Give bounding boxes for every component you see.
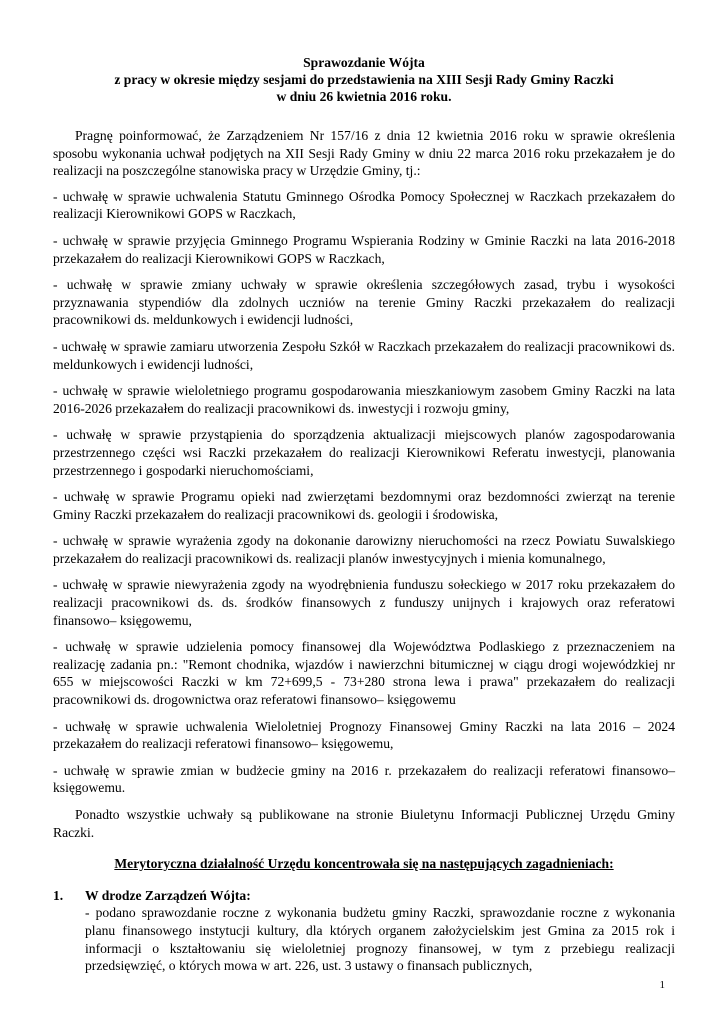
resolution-item: - uchwałę w sprawie udzielenia pomocy finansowej dla Województwa Podlaskiego z przeznaczeniem na realizację zadania pn.: "Remont chodnika, wjazdów i nawierzchni bitumicznej w ciągu drogi wojewódzkiej nr 655 w miejscowości Raczki w km 72+699,5 - 73+280 strona lewa i prawa" przekazałem do realizacji pracownikowi ds. drogownictwa oraz referatowi finansowo– księgowemu bbox=[53, 639, 675, 708]
resolution-item: - uchwałę w sprawie niewyrażenia zgody na wyodrębnienia funduszu sołeckiego w 2017 roku przekazałem do realizacji pracownikowi ds. ds. środków finansowych z funduszy unijnych i krajowych oraz referatowi finansowo– księgowemu, bbox=[53, 577, 675, 628]
resolution-item: - uchwałę w sprawie przystąpienia do sporządzenia aktualizacji miejscowych planów zagospodarowania przestrzennego części wsi Raczki przekazałem do realizacji Kierownikowi Referatu inwestycji, planowania przestrzennego i gospodarki nieruchomościami, bbox=[53, 427, 675, 478]
numbered-heading bbox=[53, 887, 675, 905]
numbered-section-text: - podano sprawozdanie roczne z wykonania budżetu gminy Raczki, sprawozdanie roczne z wykonania planu finansowego instytucji kultury, dla których organem założycielskim jest Gmina za 2015 rok i informacji o kształtowaniu się wieloletniej prognozy finansowej, w tym z przebiegu realizacji przedsięwzięć, o których mowa w art. 226, ust. 3 ustawy o finansach publicznych, bbox=[85, 905, 675, 974]
resolution-item: - uchwałę w sprawie uchwalenia Wieloletniej Prognozy Finansowej Gminy Raczki na lata 2016 – 2024 przekazałem do realizacji referatowi finansowo– księgowemu, bbox=[53, 718, 675, 752]
section-number: 1. bbox=[53, 887, 64, 903]
numbered-heading-text: W drodze Zarządzeń Wójta: bbox=[85, 887, 251, 903]
title-line: w dniu 26 kwietnia 2016 roku. bbox=[276, 89, 452, 104]
resolution-item: - uchwałę w sprawie przyjęcia Gminnego Programu Wspierania Rodziny w Gminie Raczki na lata 2016-2018 przekazałem do realizacji Kierownikowi GOPS w Raczkach, bbox=[53, 232, 675, 266]
resolution-item: - uchwałę w sprawie Programu opieki nad zwierzętami bezdomnymi oraz bezdomności zwierząt na terenie Gminy Raczki przekazałem do realizacji pracownikowi ds. geologii i środowiska, bbox=[53, 489, 675, 522]
resolution-item: - uchwałę w sprawie uchwalenia Statutu Gminnego Ośrodka Pomocy Społecznej w Raczkach przekazałem do realizacji Kierownikowi GOPS w Raczkach, bbox=[53, 188, 675, 222]
section-heading: Merytoryczna działalność Urzędu koncentrowała się na następujących zagadnieniach: bbox=[114, 856, 614, 872]
intro-paragraph: Pragnę poinformować, że Zarządzeniem Nr 157/16 z dnia 12 kwietnia 2016 roku w sprawie określenia sposobu wykonania uchwał podjętych na XII Sesji Rady Gminy w dniu 22 marca 2016 roku przekazałem je do realizacji na poszczególne stanowiska pracy w Urzędzie Gminy, tj.: bbox=[53, 128, 675, 179]
document-page bbox=[53, 54, 675, 975]
page-number: 1 bbox=[659, 979, 665, 991]
resolution-item: - uchwałę w sprawie wyrażenia zgody na dokonanie darowizny nieruchomości na rzecz Powiatu Suwalskiego przekazałem do realizacji pracownikowi ds. realizacji planów inwestycyjnych i mienia komunalnego, bbox=[53, 533, 675, 566]
title-line: Sprawozdanie Wójta bbox=[303, 55, 425, 70]
closing-paragraph: Ponadto wszystkie uchwały są publikowane na stronie Biuletynu Informacji Publicznej Urzędu Gminy Raczki. bbox=[53, 807, 675, 840]
title-line: z pracy w okresie między sesjami do przedstawienia na XIII Sesji Rady Gminy Raczki bbox=[114, 72, 614, 87]
document-title bbox=[53, 54, 675, 105]
resolution-item: - uchwałę w sprawie zmian w budżecie gminy na 2016 r. przekazałem do realizacji referatowi finansowo– księgowemu. bbox=[53, 762, 675, 796]
resolution-item: - uchwałę w sprawie wieloletniego programu gospodarowania mieszkaniowym zasobem Gminy Raczki na lata 2016-2026 przekazałem do realizacji pracownikowi ds. inwestycji i rozwoju gminy, bbox=[53, 383, 675, 416]
resolution-item: - uchwałę w sprawie zmiany uchwały w sprawie określenia szczegółowych zasad, trybu i wysokości przyznawania stypendiów dla zdolnych uczniów na terenie Gminy Raczki przekazałem do realizacji pracownikowi ds. meldunkowych i ewidencji ludności, bbox=[53, 277, 675, 328]
resolution-item: - uchwałę w sprawie zamiaru utworzenia Zespołu Szkół w Raczkach przekazałem do realizacji pracownikowi ds. meldunkowych i ewidencji ludności, bbox=[53, 338, 675, 372]
